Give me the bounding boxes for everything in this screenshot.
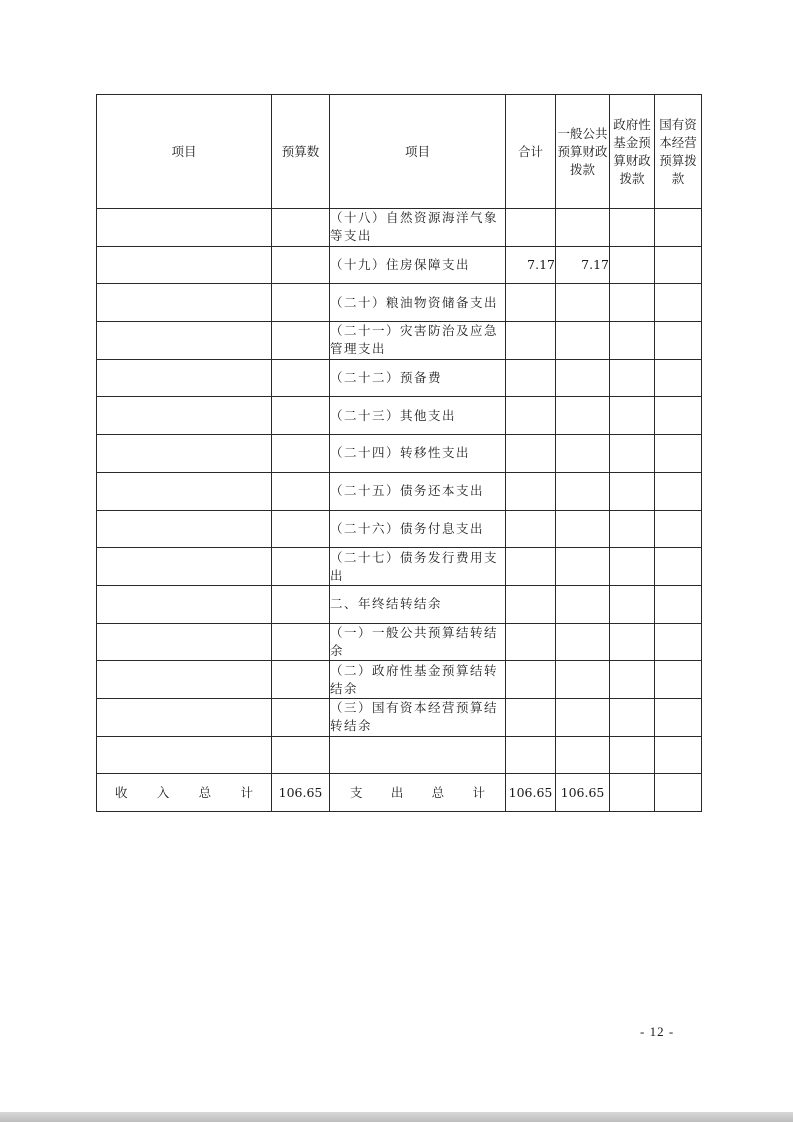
gov-fund-cell — [610, 510, 655, 548]
income-item-cell — [97, 246, 272, 284]
total-cell — [506, 548, 556, 586]
state-capital-cell — [655, 698, 702, 736]
income-budget-cell — [272, 472, 330, 510]
header-item-left: 项目 — [97, 95, 272, 209]
state-capital-cell — [655, 661, 702, 699]
total-cell — [506, 359, 556, 397]
general-budget-cell — [556, 397, 610, 435]
expense-item-cell: （二）政府性基金预算结转结余 — [330, 661, 506, 699]
gov-fund-total-cell — [610, 774, 655, 812]
header-state-capital: 国有资本经营预算拨款 — [655, 95, 702, 209]
general-budget-cell — [556, 322, 610, 360]
general-budget-cell — [556, 698, 610, 736]
expense-general-value: 106.65 — [556, 774, 610, 812]
table-row — [97, 548, 702, 586]
gov-fund-cell — [610, 397, 655, 435]
expense-item-cell: （十九）住房保障支出 — [330, 246, 506, 284]
state-capital-cell — [655, 284, 702, 322]
income-item-cell — [97, 359, 272, 397]
state-capital-cell — [655, 359, 702, 397]
expense-item-cell: （三）国有资本经营预算结转结余 — [330, 698, 506, 736]
general-budget-cell — [556, 284, 610, 322]
expense-total-label: 支 出 总 计 — [330, 774, 506, 812]
expense-item-cell: （二十二）预备费 — [330, 359, 506, 397]
income-item-cell — [97, 623, 272, 661]
state-capital-cell — [655, 472, 702, 510]
table-row — [97, 209, 702, 247]
income-item-cell — [97, 322, 272, 360]
income-item-cell — [97, 284, 272, 322]
expense-total-value: 106.65 — [506, 774, 556, 812]
expense-item-cell: （二十五）债务还本支出 — [330, 472, 506, 510]
income-budget-cell — [272, 548, 330, 586]
income-total-label: 收 入 总 计 — [97, 774, 272, 812]
income-budget-cell — [272, 736, 330, 774]
table-row — [97, 284, 702, 322]
state-capital-cell — [655, 510, 702, 548]
general-budget-cell — [556, 209, 610, 247]
income-total-value: 106.65 — [272, 774, 330, 812]
header-general-budget: 一般公共预算财政拨款 — [556, 95, 610, 209]
expense-item-cell: （一）一般公共预算结转结余 — [330, 623, 506, 661]
income-budget-cell — [272, 322, 330, 360]
total-cell — [506, 510, 556, 548]
total-cell — [506, 698, 556, 736]
expense-item-cell: （二十）粮油物资储备支出 — [330, 284, 506, 322]
general-budget-cell — [556, 548, 610, 586]
gov-fund-cell — [610, 736, 655, 774]
state-capital-cell — [655, 548, 702, 586]
general-budget-cell — [556, 359, 610, 397]
gov-fund-cell — [610, 209, 655, 247]
expense-item-cell — [330, 736, 506, 774]
income-budget-cell — [272, 510, 330, 548]
gov-fund-cell — [610, 548, 655, 586]
income-item-cell — [97, 585, 272, 623]
totals-row — [97, 774, 702, 812]
expense-item-cell: （二十六）债务付息支出 — [330, 510, 506, 548]
income-budget-cell — [272, 246, 330, 284]
total-cell — [506, 397, 556, 435]
state-capital-cell — [655, 322, 702, 360]
total-cell — [506, 435, 556, 473]
table-row — [97, 623, 702, 661]
gov-fund-cell — [610, 322, 655, 360]
total-cell — [506, 585, 556, 623]
table-row — [97, 322, 702, 360]
income-budget-cell — [272, 661, 330, 699]
header-gov-fund: 政府性基金预算财政拨款 — [610, 95, 655, 209]
income-item-cell — [97, 698, 272, 736]
income-budget-cell — [272, 585, 330, 623]
income-item-cell — [97, 397, 272, 435]
income-item-cell — [97, 736, 272, 774]
general-budget-cell — [556, 623, 610, 661]
expense-item-cell: （十八）自然资源海洋气象等支出 — [330, 209, 506, 247]
header-row — [97, 95, 702, 209]
table-row — [97, 472, 702, 510]
table-row — [97, 246, 702, 284]
income-item-cell — [97, 548, 272, 586]
header-total: 合计 — [506, 95, 556, 209]
expense-item-cell: 二、年终结转结余 — [330, 585, 506, 623]
general-budget-cell — [556, 661, 610, 699]
state-capital-cell — [655, 435, 702, 473]
income-item-cell — [97, 510, 272, 548]
income-item-cell — [97, 472, 272, 510]
expense-item-cell: （二十三）其他支出 — [330, 397, 506, 435]
general-budget-cell — [556, 585, 610, 623]
expense-item-cell: （二十四）转移性支出 — [330, 435, 506, 473]
state-capital-total-cell — [655, 774, 702, 812]
total-cell — [506, 736, 556, 774]
gov-fund-cell — [610, 246, 655, 284]
total-cell — [506, 661, 556, 699]
gov-fund-cell — [610, 284, 655, 322]
general-budget-cell: 7.17 — [556, 246, 610, 284]
total-cell — [506, 284, 556, 322]
table-row — [97, 435, 702, 473]
state-capital-cell — [655, 736, 702, 774]
general-budget-cell — [556, 472, 610, 510]
table-row — [97, 585, 702, 623]
expense-item-cell: （二十七）债务发行费用支出 — [330, 548, 506, 586]
income-budget-cell — [272, 397, 330, 435]
gov-fund-cell — [610, 359, 655, 397]
total-cell — [506, 209, 556, 247]
income-budget-cell — [272, 435, 330, 473]
table-row — [97, 359, 702, 397]
income-budget-cell — [272, 359, 330, 397]
page-edge-shadow — [0, 1112, 793, 1122]
gov-fund-cell — [610, 435, 655, 473]
income-item-cell — [97, 435, 272, 473]
income-budget-cell — [272, 209, 330, 247]
header-budget: 预算数 — [272, 95, 330, 209]
income-budget-cell — [272, 284, 330, 322]
expense-item-cell: （二十一）灾害防治及应急管理支出 — [330, 322, 506, 360]
table-row — [97, 698, 702, 736]
gov-fund-cell — [610, 623, 655, 661]
state-capital-cell — [655, 397, 702, 435]
gov-fund-cell — [610, 585, 655, 623]
budget-table — [96, 94, 702, 812]
table-row — [97, 397, 702, 435]
general-budget-cell — [556, 510, 610, 548]
gov-fund-cell — [610, 698, 655, 736]
total-cell — [506, 623, 556, 661]
table-row — [97, 510, 702, 548]
income-item-cell — [97, 209, 272, 247]
page-number: - 12 - — [640, 1024, 675, 1039]
gov-fund-cell — [610, 472, 655, 510]
income-budget-cell — [272, 698, 330, 736]
gov-fund-cell — [610, 661, 655, 699]
state-capital-cell — [655, 585, 702, 623]
state-capital-cell — [655, 246, 702, 284]
total-cell: 7.17 — [506, 246, 556, 284]
table-row — [97, 736, 702, 774]
total-cell — [506, 322, 556, 360]
general-budget-cell — [556, 435, 610, 473]
income-item-cell — [97, 661, 272, 699]
table-row — [97, 661, 702, 699]
income-budget-cell — [272, 623, 330, 661]
header-item-right: 项目 — [330, 95, 506, 209]
general-budget-cell — [556, 736, 610, 774]
state-capital-cell — [655, 209, 702, 247]
state-capital-cell — [655, 623, 702, 661]
total-cell — [506, 472, 556, 510]
